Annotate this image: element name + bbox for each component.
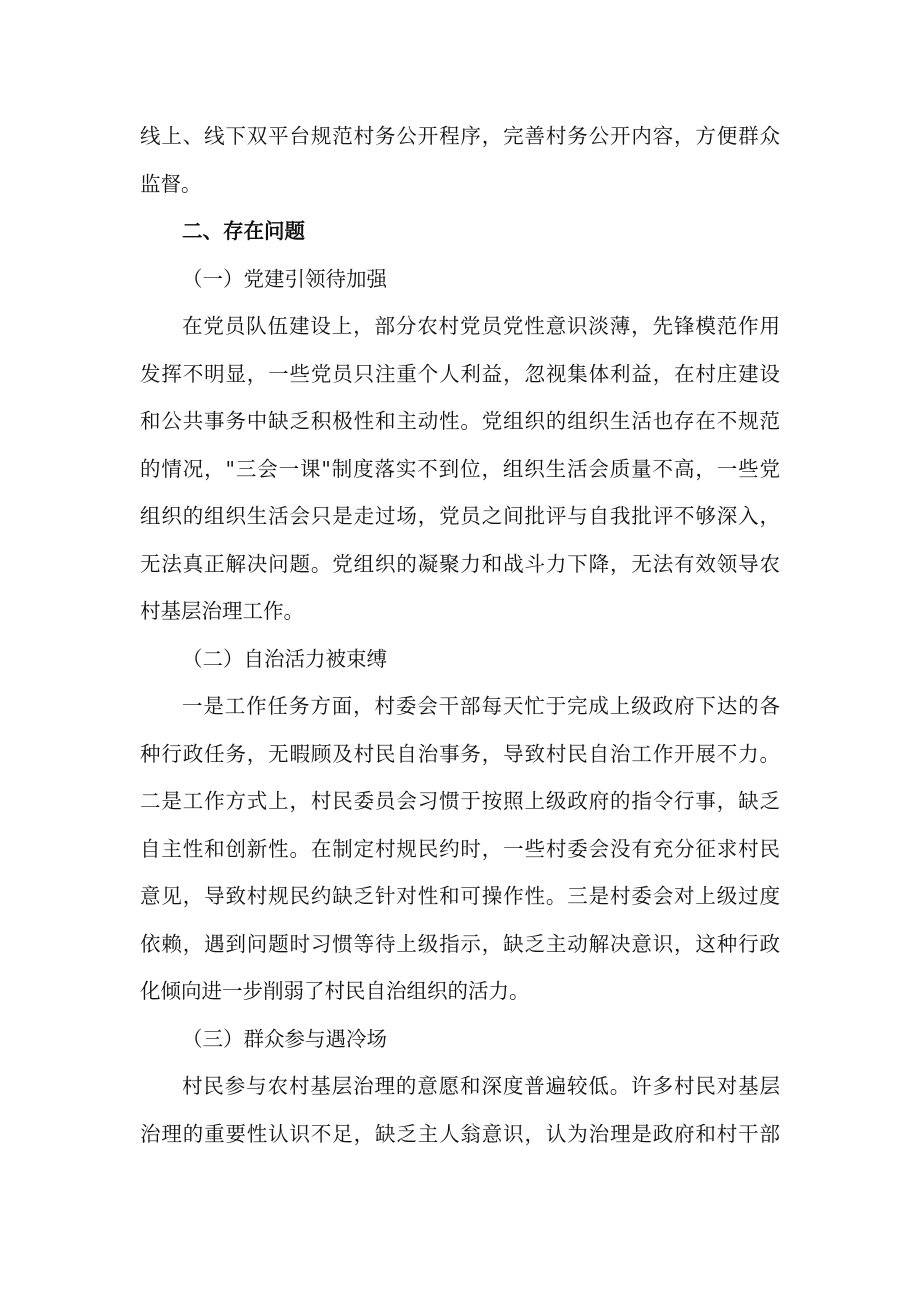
paragraph-line: 线上、线下双平台规范村务公开程序，完善村务公开内容，方便群众 — [140, 124, 780, 148]
paragraph-line: 组织的组织生活会只是走过场，党员之间批评与自我批评不够深入， — [140, 504, 780, 528]
subsection-title: （三）群众参与遇冷场 — [182, 1026, 387, 1051]
paragraph-line: 依赖，遇到问题时习惯等待上级指示，缺乏主动解决意识，这种行政 — [140, 931, 780, 956]
section-heading: 二、存在问题 — [182, 219, 305, 243]
paragraph-line: 发挥不明显，一些党员只注重个人利益，忽视集体利益，在村庄建设 — [140, 361, 780, 386]
paragraph-line: 监督。 — [140, 171, 202, 196]
paragraph-line: 二是工作方式上，村民委员会习惯于按照上级政府的指令行事，缺乏 — [140, 789, 780, 813]
paragraph-line: 和公共事务中缺乏积极性和主动性。党组织的组织生活也存在不规范 — [140, 409, 780, 433]
subsection-title: （一）党建引领待加强 — [182, 266, 387, 291]
paragraph-line: 一是工作任务方面，村委会干部每天忙于完成上级政府下达的各 — [182, 694, 780, 718]
paragraph-line: 种行政任务，无暇顾及村民自治事务，导致村民自治工作开展不力。 — [140, 741, 780, 766]
document-body — [140, 113, 780, 1158]
paragraph-line: 意见，导致村规民约缺乏针对性和可操作性。三是村委会对上级过度 — [140, 884, 780, 908]
paragraph-line: 的情况，"三会一课"制度落实不到位，组织生活会质量不高，一些党 — [140, 456, 780, 481]
paragraph-line: 治理的重要性认识不足，缺乏主人翁意识，认为治理是政府和村干部 — [140, 1121, 780, 1146]
paragraph-line: 村基层治理工作。 — [140, 599, 304, 623]
paragraph-line: 自主性和创新性。在制定村规民约时，一些村委会没有充分征求村民 — [140, 836, 780, 861]
paragraph-line: 无法真正解决问题。党组织的凝聚力和战斗力下降，无法有效领导农 — [140, 551, 780, 576]
paragraph-line: 村民参与农村基层治理的意愿和深度普遍较低。许多村民对基层 — [182, 1074, 780, 1098]
subsection-title: （二）自治活力被束缚 — [182, 646, 387, 671]
paragraph-line: 化倾向进一步削弱了村民自治组织的活力。 — [140, 979, 530, 1003]
paragraph-line: 在党员队伍建设上，部分农村党员党性意识淡薄，先锋模范作用 — [182, 314, 780, 338]
